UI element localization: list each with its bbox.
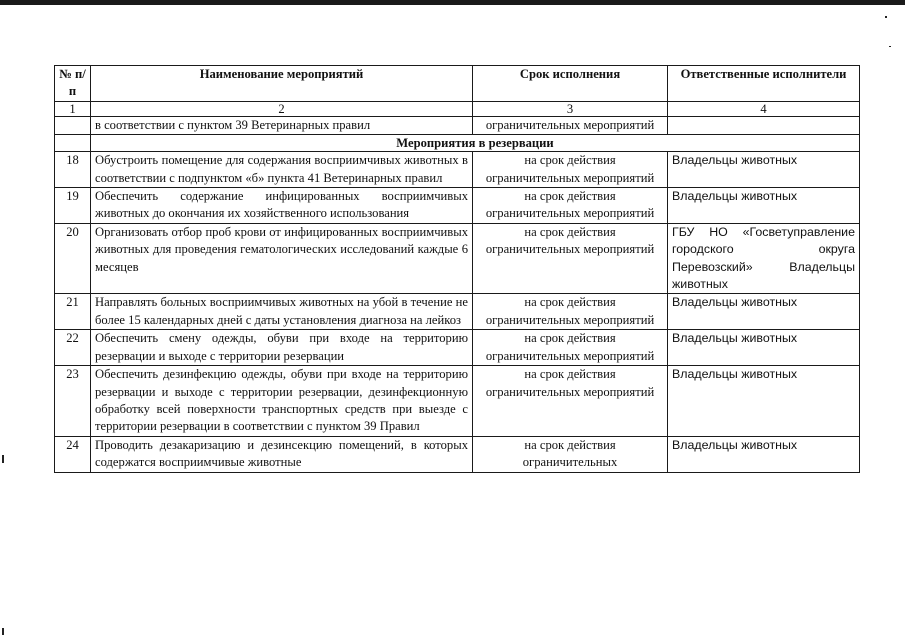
row-number: 18: [55, 152, 91, 188]
continuation-num: [55, 116, 91, 134]
continuation-row: [55, 116, 860, 134]
row-measure: Обеспечить дезинфекцию одежды, обуви при входе на территорию резервации и выходе с территории резервации, дезинфекционную обработку всей поверхности транспортных средств при выезде с территории резервации в соответствии с пунктом 39 Правил: [91, 366, 473, 437]
row-measure: Организовать отбор проб крови от инфицированных восприимчивых животных для проведения гематологических исследований каждые 6 месяцев: [91, 223, 473, 294]
row-measure: Направлять больных восприимчивых животных на убой в течение не более 15 календарных дней с даты установления диагноза на лейкоз: [91, 294, 473, 330]
header-row: [55, 66, 860, 102]
row-responsible: Владельцы животных: [668, 188, 860, 224]
row-number: 23: [55, 366, 91, 437]
table-row: [55, 188, 860, 224]
row-measure: Обустроить помещение для содержания восприимчивых животных в соответствии с подпунктом «б» пункта 41 Ветеринарных правил: [91, 152, 473, 188]
row-term: на срок действия ограничительных мероприятий: [473, 366, 668, 437]
row-responsible: Владельцы животных: [668, 330, 860, 366]
header-responsible: Ответственные исполнители: [668, 66, 860, 102]
continuation-responsible: [668, 116, 860, 134]
scan-speck: [889, 46, 891, 47]
continuation-term: ограничительных мероприятий: [473, 116, 668, 134]
row-number: 22: [55, 330, 91, 366]
row-responsible: Владельцы животных: [668, 152, 860, 188]
header-num: № п/п: [55, 66, 91, 102]
row-number: 24: [55, 436, 91, 472]
scan-speck: [2, 455, 4, 463]
row-term: на срок действия ограничительных мероприятий: [473, 330, 668, 366]
header-term: Срок исполнения: [473, 66, 668, 102]
row-term: на срок действия ограничительных мероприятий: [473, 152, 668, 188]
row-number: 19: [55, 188, 91, 224]
row-measure: Обеспечить содержание инфицированных восприимчивых животных до окончания их хозяйственного использования: [91, 188, 473, 224]
section-title: Мероприятия в резервации: [91, 135, 860, 152]
table-row: [55, 366, 860, 437]
index-cell: 4: [668, 101, 860, 116]
index-row: [55, 101, 860, 116]
table-row: [55, 294, 860, 330]
row-term: на срок действия ограничительных мероприятий: [473, 188, 668, 224]
row-measure: Обеспечить смену одежды, обуви при входе на территорию резервации и выходе с территории резервации: [91, 330, 473, 366]
row-responsible: Владельцы животных: [668, 294, 860, 330]
section-row: [55, 135, 860, 152]
table-row: [55, 330, 860, 366]
row-term: на срок действия ограничительных: [473, 436, 668, 472]
table-row: [55, 152, 860, 188]
scan-speck: [885, 16, 887, 18]
row-number: 20: [55, 223, 91, 294]
row-measure: Проводить дезакаризацию и дезинсекцию помещений, в которых содержатся восприимчивые животные: [91, 436, 473, 472]
index-cell: 2: [91, 101, 473, 116]
row-responsible: Владельцы животных: [668, 366, 860, 437]
header-name: Наименование мероприятий: [91, 66, 473, 102]
index-cell: 1: [55, 101, 91, 116]
table-row: [55, 436, 860, 472]
index-cell: 3: [473, 101, 668, 116]
section-num-cell: [55, 135, 91, 152]
row-responsible: Владельцы животных: [668, 436, 860, 472]
row-term: на срок действия ограничительных мероприятий: [473, 294, 668, 330]
row-responsible: ГБУ НО «Госветуправление городского округа Перевозский» Владельцы животных: [668, 223, 860, 294]
top-border-line: [0, 0, 905, 5]
continuation-name: в соответствии с пунктом 39 Ветеринарных правил: [91, 116, 473, 134]
row-term: на срок действия ограничительных мероприятий: [473, 223, 668, 294]
measures-table: [54, 65, 860, 473]
row-number: 21: [55, 294, 91, 330]
scan-speck: [2, 628, 4, 635]
table-row: [55, 223, 860, 294]
